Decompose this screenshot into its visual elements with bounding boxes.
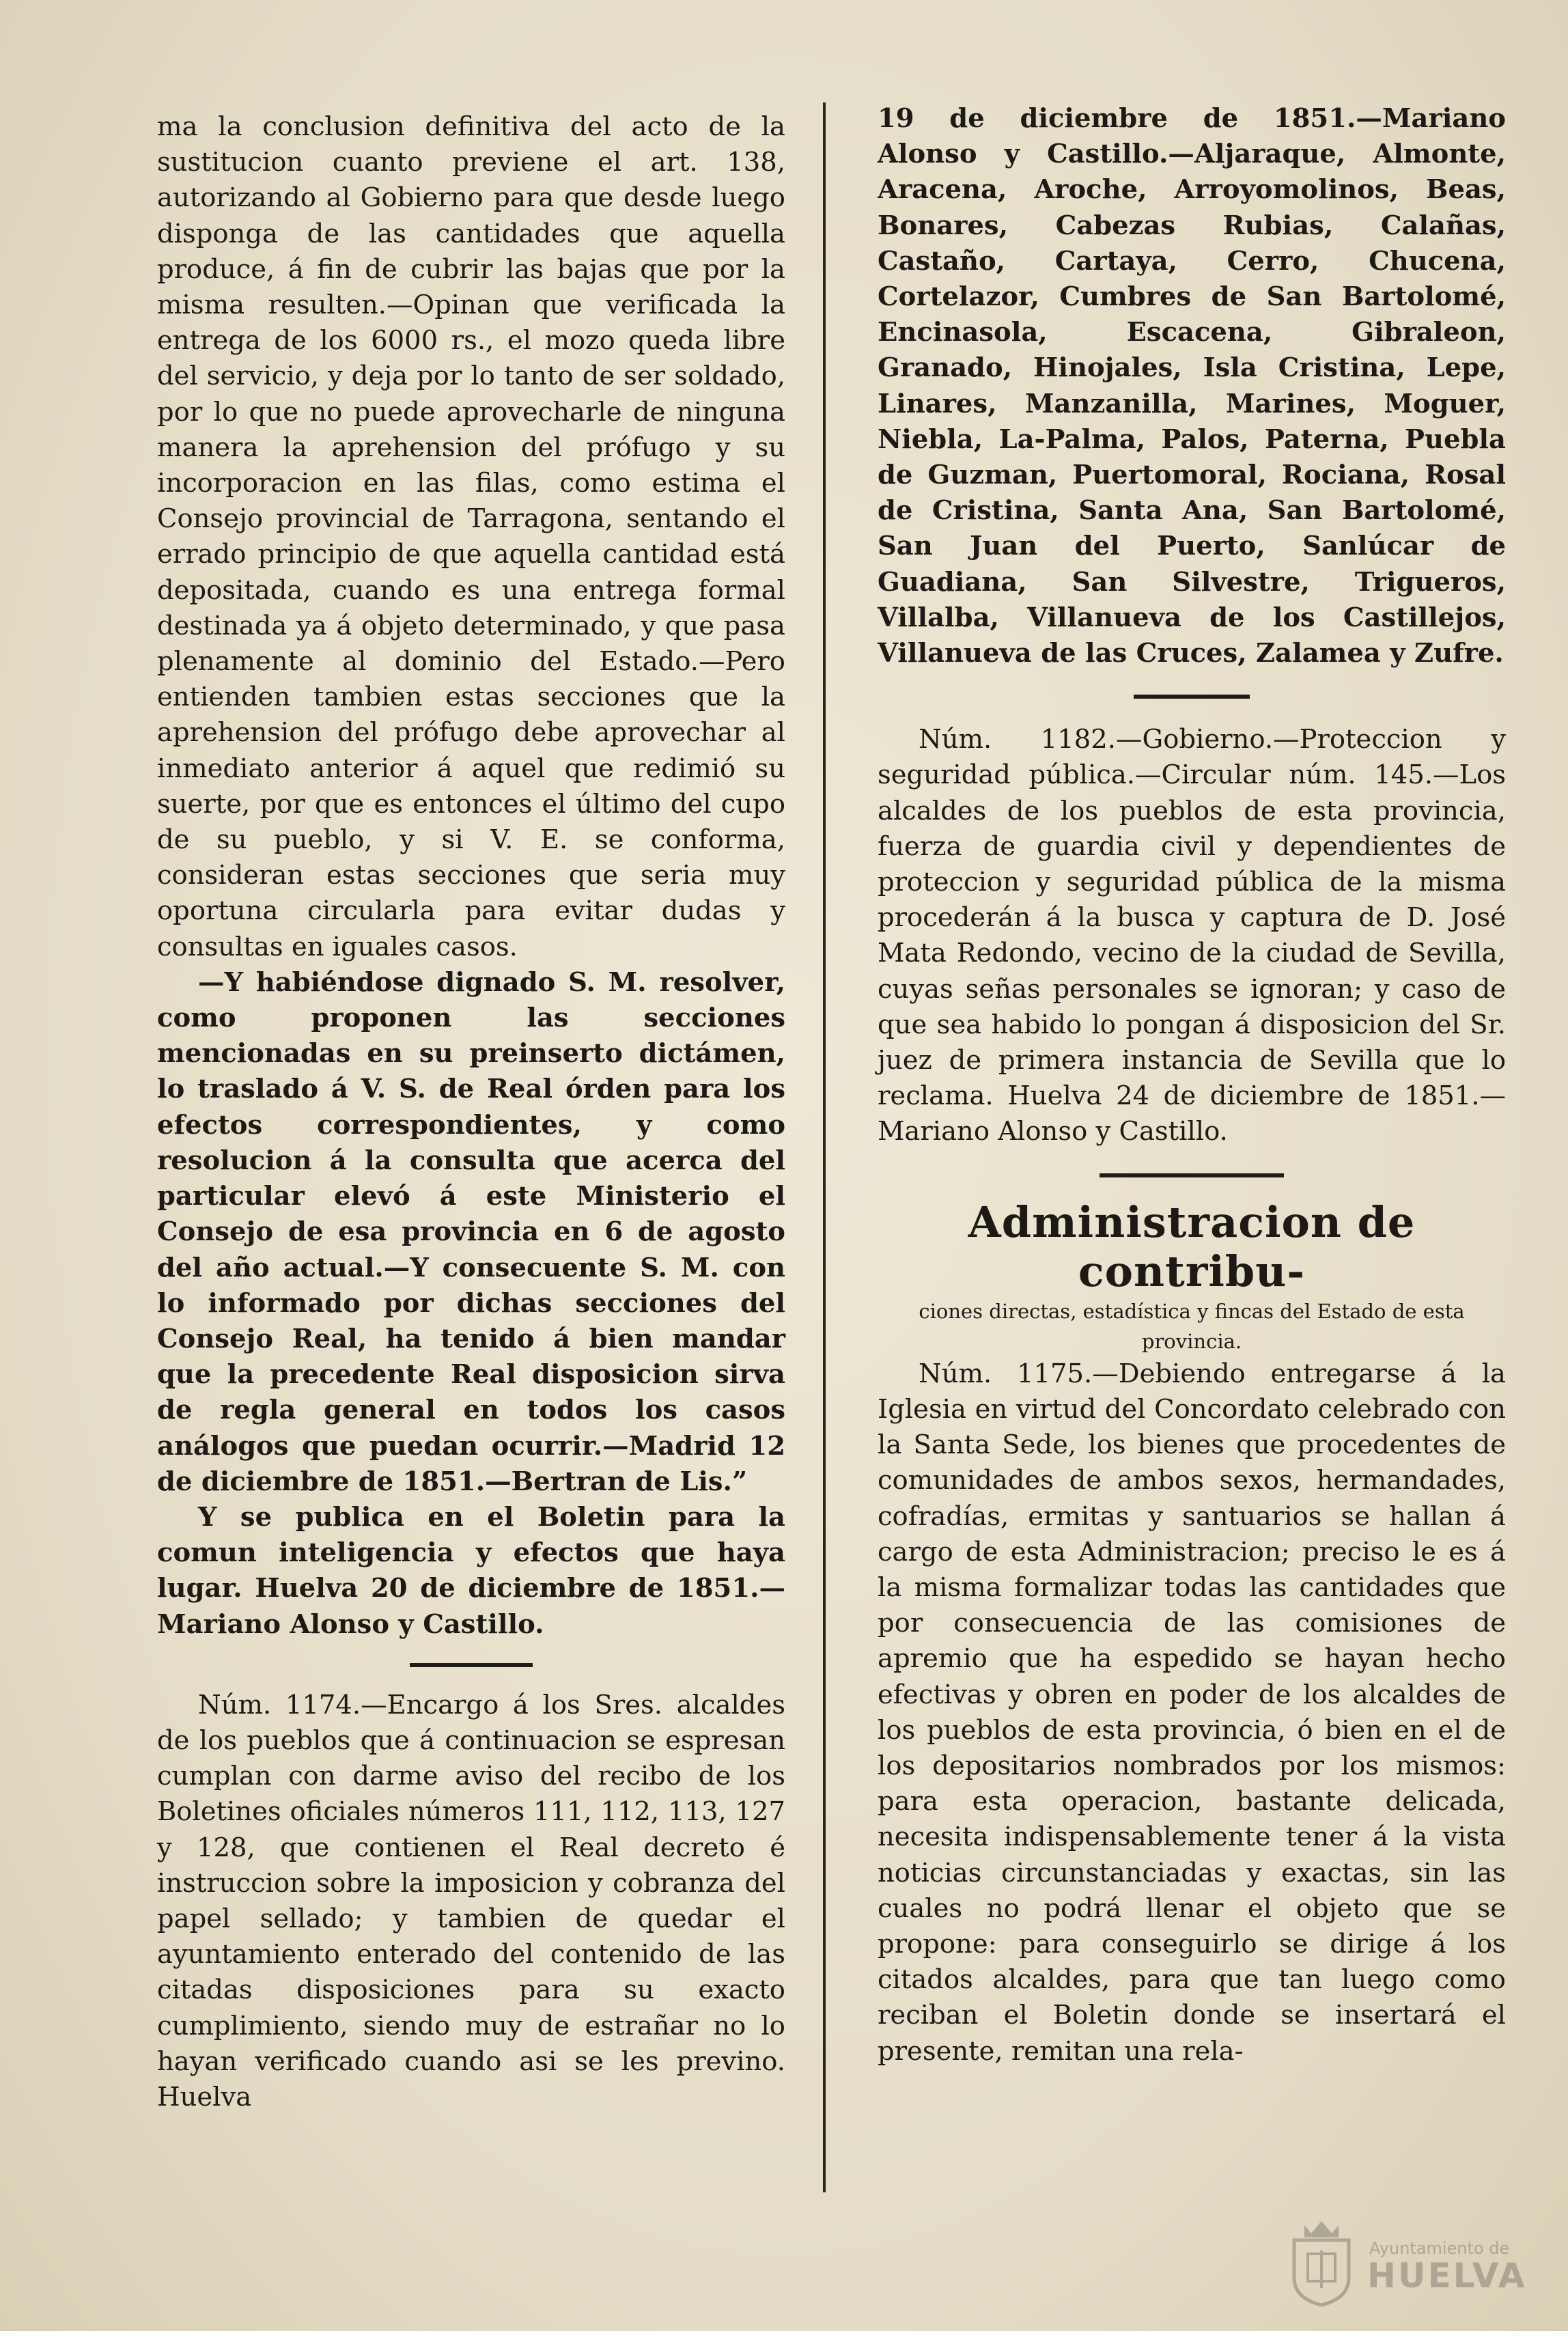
section-divider: [1100, 1173, 1284, 1177]
right-paragraph-3: Núm. 1175.—Debiendo entregarse á la Iglesia en virtud del Concordato celebrado con la Santa Sede, los bienes que procedentes de comunidades de ambos sexos, hermandades, cofradías, ermitas y santuarios se hallan á cargo de esta Administracion; preciso le es á la misma formalizar todas las cantidades que por consecuencia de las comisiones de apremio que ha espedido se hayan hecho efectivas y obren en poder de los alcaldes de los pueblos de esta provincia, ó bien en el de los depositarios nombrados por los mismos: para esta operacion, bastante delicada, necesita indispensablemente tener á la vista noticias circunstanciadas y exactas, sin las cuales no podrá llenar el objeto que se propone: para conseguirlo se dirige á los citados alcaldes, para que tan luego como reciban el Boletin donde se insertará el presente, remitan una rela-: [878, 1358, 1506, 2067]
left-paragraph-1: ma la conclusion definitiva del acto de la sustitucion cuanto previene el art. 138, autorizando al Gobierno para que desde luego disponga de las cantidades que aquella produce, á fin de cubrir las bajas que por la misma resulten.—Opinan que verificada la entrega de los 6000 rs., el mozo queda libre del servicio, y deja por lo tanto de ser soldado, por lo que no puede aprovecharle de ninguna manera la aprehension del prófugo y su incorporacion en las filas, como estima el Consejo provincial de Tarragona, sentando el errado principio de que aquella cantidad está depositada, cuando es una entrega formal destinada ya á objeto determinado, y que pasa plenamente al dominio del Estado.—Pero entienden tambien estas secciones que la aprehension del prófugo debe aprovechar al inmediato anterior á aquel que redimió su suerte, por que es entonces el último del cupo de su pueblo, y si V. E. se conforma, consideran estas secciones que seria muy oportuna circularla para evitar dudas y consultas en iguales casos.: [157, 111, 785, 962]
watermark-line-2: HUELVA: [1367, 2256, 1527, 2295]
left-paragraph-3: Y se publica en el Boletin para la comun inteligencia y efectos que haya lugar. Huelva 20 de diciembre de 1851.—Mariano Alonso y Castillo.: [157, 1501, 785, 1640]
section-divider: [410, 1663, 533, 1667]
right-paragraph-1: 19 de diciembre de 1851.—Mariano Alonso y Castillo.—Aljaraque, Almonte, Aracena, Aroche, Arroyomolinos, Beas, Bonares, Cabezas Rubias, Calañas, Castaño, Cartaya, Cerro, Chucena, Cortelazor, Cumbres de San Bartolomé, Encinasola, Escacena, Gibraleon, Granado, Hinojales, Isla Cristina, Lepe, Linares, Manzanilla, Marines, Moguer, Niebla, La-Palma, Palos, Paterna, Puebla de Guzman, Puertomoral, Rociana, Rosal de Cristina, Santa Ana, San Bartolomé, San Juan del Puerto, Sanlúcar de Guadiana, San Silvestre, Trigueros, Villalba, Villanueva de los Castillejos, Villanueva de las Cruces, Zalamea y Zufre.: [878, 103, 1506, 669]
column-divider: [823, 102, 826, 2192]
section-divider: [1134, 695, 1250, 699]
coat-of-arms-icon: [1284, 2213, 1359, 2308]
left-paragraph-4: Núm. 1174.—Encargo á los Sres. alcaldes de los pueblos que á continuacion se espresan cumplan con darme aviso del recibo de los Boletines oficiales números 111, 112, 113, 127 y 128, que contienen el Real decreto é instruccion sobre la imposicion y cobranza del papel sellado; y tambien de quedar el ayuntamiento enterado del contenido de las citadas disposiciones para su exacto cumplimiento, siendo muy de estrañar no lo hayan verificado cuando asi se les previno. Huelva: [157, 1689, 785, 2112]
left-paragraph-2: —Y habiéndose dignado S. M. resolver, como proponen las secciones mencionadas en su preinserto dictámen, lo traslado á V. S. de Real órden para los efectos correspondientes, y como resolucion á la consulta que acerca del particular elevó á este Ministerio el Consejo de esa provincia en 6 de agosto del año actual.—Y consecuente S. M. con lo informado por dichas secciones del Consejo Real, ha tenido á bien mandar que la precedente Real disposicion sirva de regla general en todos los casos análogos que puedan ocurrir.—Madrid 12 de diciembre de 1851.—Bertran de Lis.”: [157, 966, 785, 1497]
section-heading: Administracion de contribu-: [968, 1197, 1416, 1296]
left-column: [157, 109, 785, 2115]
right-paragraph-2: Núm. 1182.—Gobierno.—Proteccion y seguridad pública.—Circular núm. 145.—Los alcaldes de los pueblos de esta provincia, fuerza de guardia civil y dependientes de proteccion y seguridad pública de la misma procederán á la busca y captura de D. José Mata Redondo, vecino de la ciudad de Sevilla, cuyas señas personales se ignoran; y caso de que sea habido lo pongan á disposicion del Sr. juez de primera instancia de Sevilla que lo reclama. Huelva 24 de diciembre de 1851.—Mariano Alonso y Castillo.: [878, 724, 1506, 1147]
section-subheading: ciones directas, estadística y fincas del Estado de esta provincia.: [919, 1299, 1465, 1353]
watermark-line-1: Ayuntamiento de: [1369, 2239, 1510, 2258]
right-column: [878, 101, 1506, 2069]
archive-watermark: [1284, 2213, 1527, 2308]
